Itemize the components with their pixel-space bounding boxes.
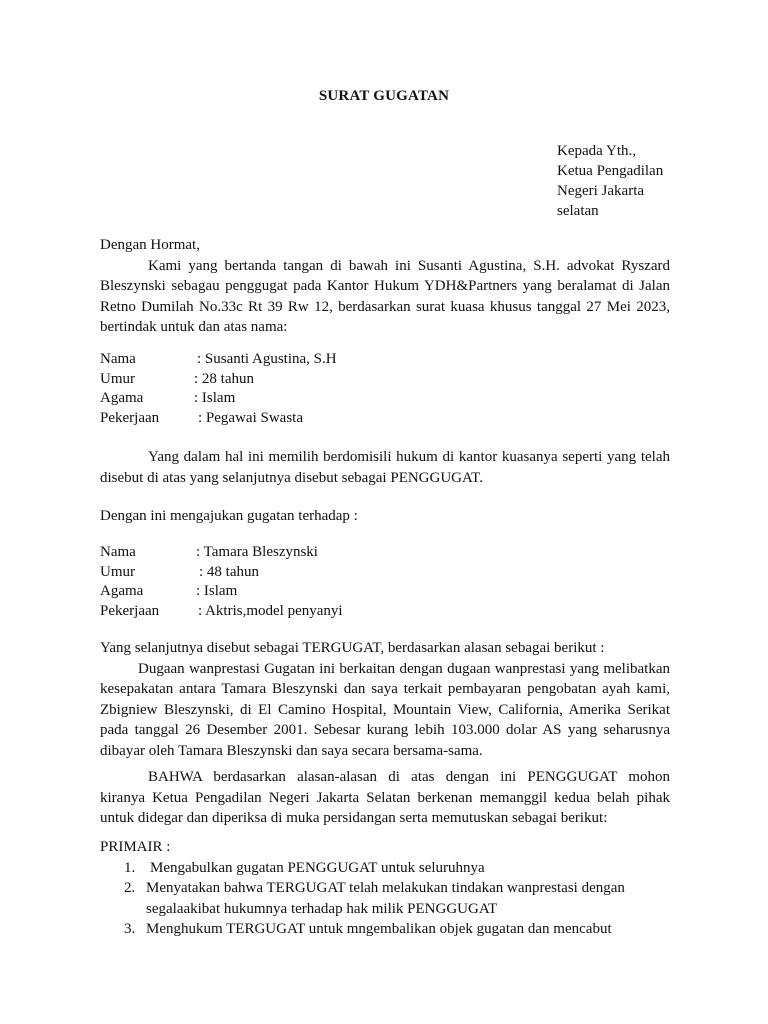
reasons-line: Dugaan wanprestasi Gugatan ini berkaitan dengan dugaan wanprestasi yang melibatkan [138,660,670,677]
salutation: Dengan Hormat, [100,237,200,253]
recipient-line: Kepada Yth., [557,143,636,159]
list-item [100,878,670,899]
plaintiff-identity [100,350,670,428]
request-line: untuk didegar dan diperiksa di muka persidangan serta memutuskan sebagai berikut: [100,810,608,826]
identity-row [100,563,670,583]
field-value: : Islam [194,390,236,406]
list-text: Menghukum TERGUGAT untuk mngembalikan objek gugatan dan mencabut [146,921,612,937]
recipient-line: Negeri Jakarta [557,183,645,199]
request-line: BAHWA berdasarkan alasan-alasan di atas dengan ini PENGGUGAT mohon [148,769,670,785]
intro-section [100,235,670,338]
identity-row [100,409,670,429]
list-text: Mengabulkan gugatan PENGGUGAT untuk seluruhnya [150,859,485,876]
intro-line: Retno Dumilah No.33c Rt 39 Rw 12, berdasarkan surat kuasa khusus tanggal 27 Mei 2023, [100,298,670,315]
identity-row [100,602,670,622]
against-heading [100,506,670,527]
field-label: Agama [100,390,144,406]
reasons-line: Zbigniew Bleszynski, di El Camino Hospital, Mountain View, California, Amerika Serikat [100,701,670,718]
list-text: segalaakibat hukumnya terhadap hak milik PENGGUGAT [146,900,498,917]
field-label: Nama [100,544,136,560]
field-label: Agama [100,583,144,599]
recipient-block [557,141,663,221]
field-value: : Susanti Agustina, S.H [197,351,337,367]
list-item [100,919,670,940]
field-value: : Tamara Bleszynski [196,544,318,560]
field-label: Umur [100,370,135,387]
list-number: 3. [124,921,136,937]
list-item [100,858,670,879]
domicile-paragraph [100,447,670,488]
recipient-line: Ketua Pengadilan [557,163,664,179]
reasons-line: dibayar oleh Tamara Bleszynski dan saya secara bersama-sama. [100,742,483,759]
primair-label: PRIMAIR : [100,839,171,855]
field-value: : Aktris,model penyanyi [198,602,343,619]
list-item-continuation [100,899,670,920]
recipient-line: selatan [557,203,599,219]
field-label: Umur [100,563,135,580]
list-number: 1. [124,859,136,876]
field-value: : Islam [196,583,238,599]
reasons-line: kesepakatan antara Tamara Bleszynski dan saya terkait pembayaran pengobatan ayah kami, [100,681,670,697]
reasons-line: pada tanggal 26 Desember 2001. Sebesar kurang lebih 103.000 dolar AS yang seharusnya [100,722,670,738]
reasons-section [100,638,670,761]
field-value: : 28 tahun [194,370,254,387]
request-line: kiranya Ketua Pengadilan Negeri Jakarta Selatan berkenan memanggil kedua belah pihak [100,789,670,806]
domicile-line: Yang dalam hal ini memilih berdomisili hukum di kantor kuasanya seperti yang telah [148,449,670,465]
identity-row [100,543,670,563]
identity-row [100,370,670,390]
reasons-intro: Yang selanjutnya disebut sebagai TERGUGAT, berdasarkan alasan sebagai berikut : [100,640,605,656]
field-value: : Pegawai Swasta [198,409,303,426]
field-label: Pekerjaan [100,409,160,426]
list-text: Menyatakan bahwa TERGUGAT telah melakukan tindakan wanprestasi dengan [146,880,625,896]
primair-section [100,837,670,940]
intro-line: Kami yang bertanda tangan di bawah ini Susanti Agustina, S.H. advokat Ryszard [148,257,670,274]
defendant-identity [100,543,670,621]
intro-line: Bleszynski sebagau penggugat pada Kantor Hukum YDH&Partners yang beralamat di Jalan [100,278,670,294]
against-text: Dengan ini mengajukan gugatan terhadap : [100,508,358,524]
domicile-line: disebut di atas yang selanjutnya disebut sebagai PENGGUGAT. [100,469,483,486]
field-label: Nama [100,351,136,367]
request-paragraph [100,767,670,829]
intro-line: bertindak untuk dan atas nama: [100,319,288,335]
identity-row [100,582,670,602]
list-number: 2. [124,880,136,896]
field-value: : 48 tahun [199,563,259,580]
identity-row [100,350,670,370]
identity-row [100,389,670,409]
document-title: SURAT GUGATAN [318,88,450,104]
field-label: Pekerjaan [100,602,160,619]
